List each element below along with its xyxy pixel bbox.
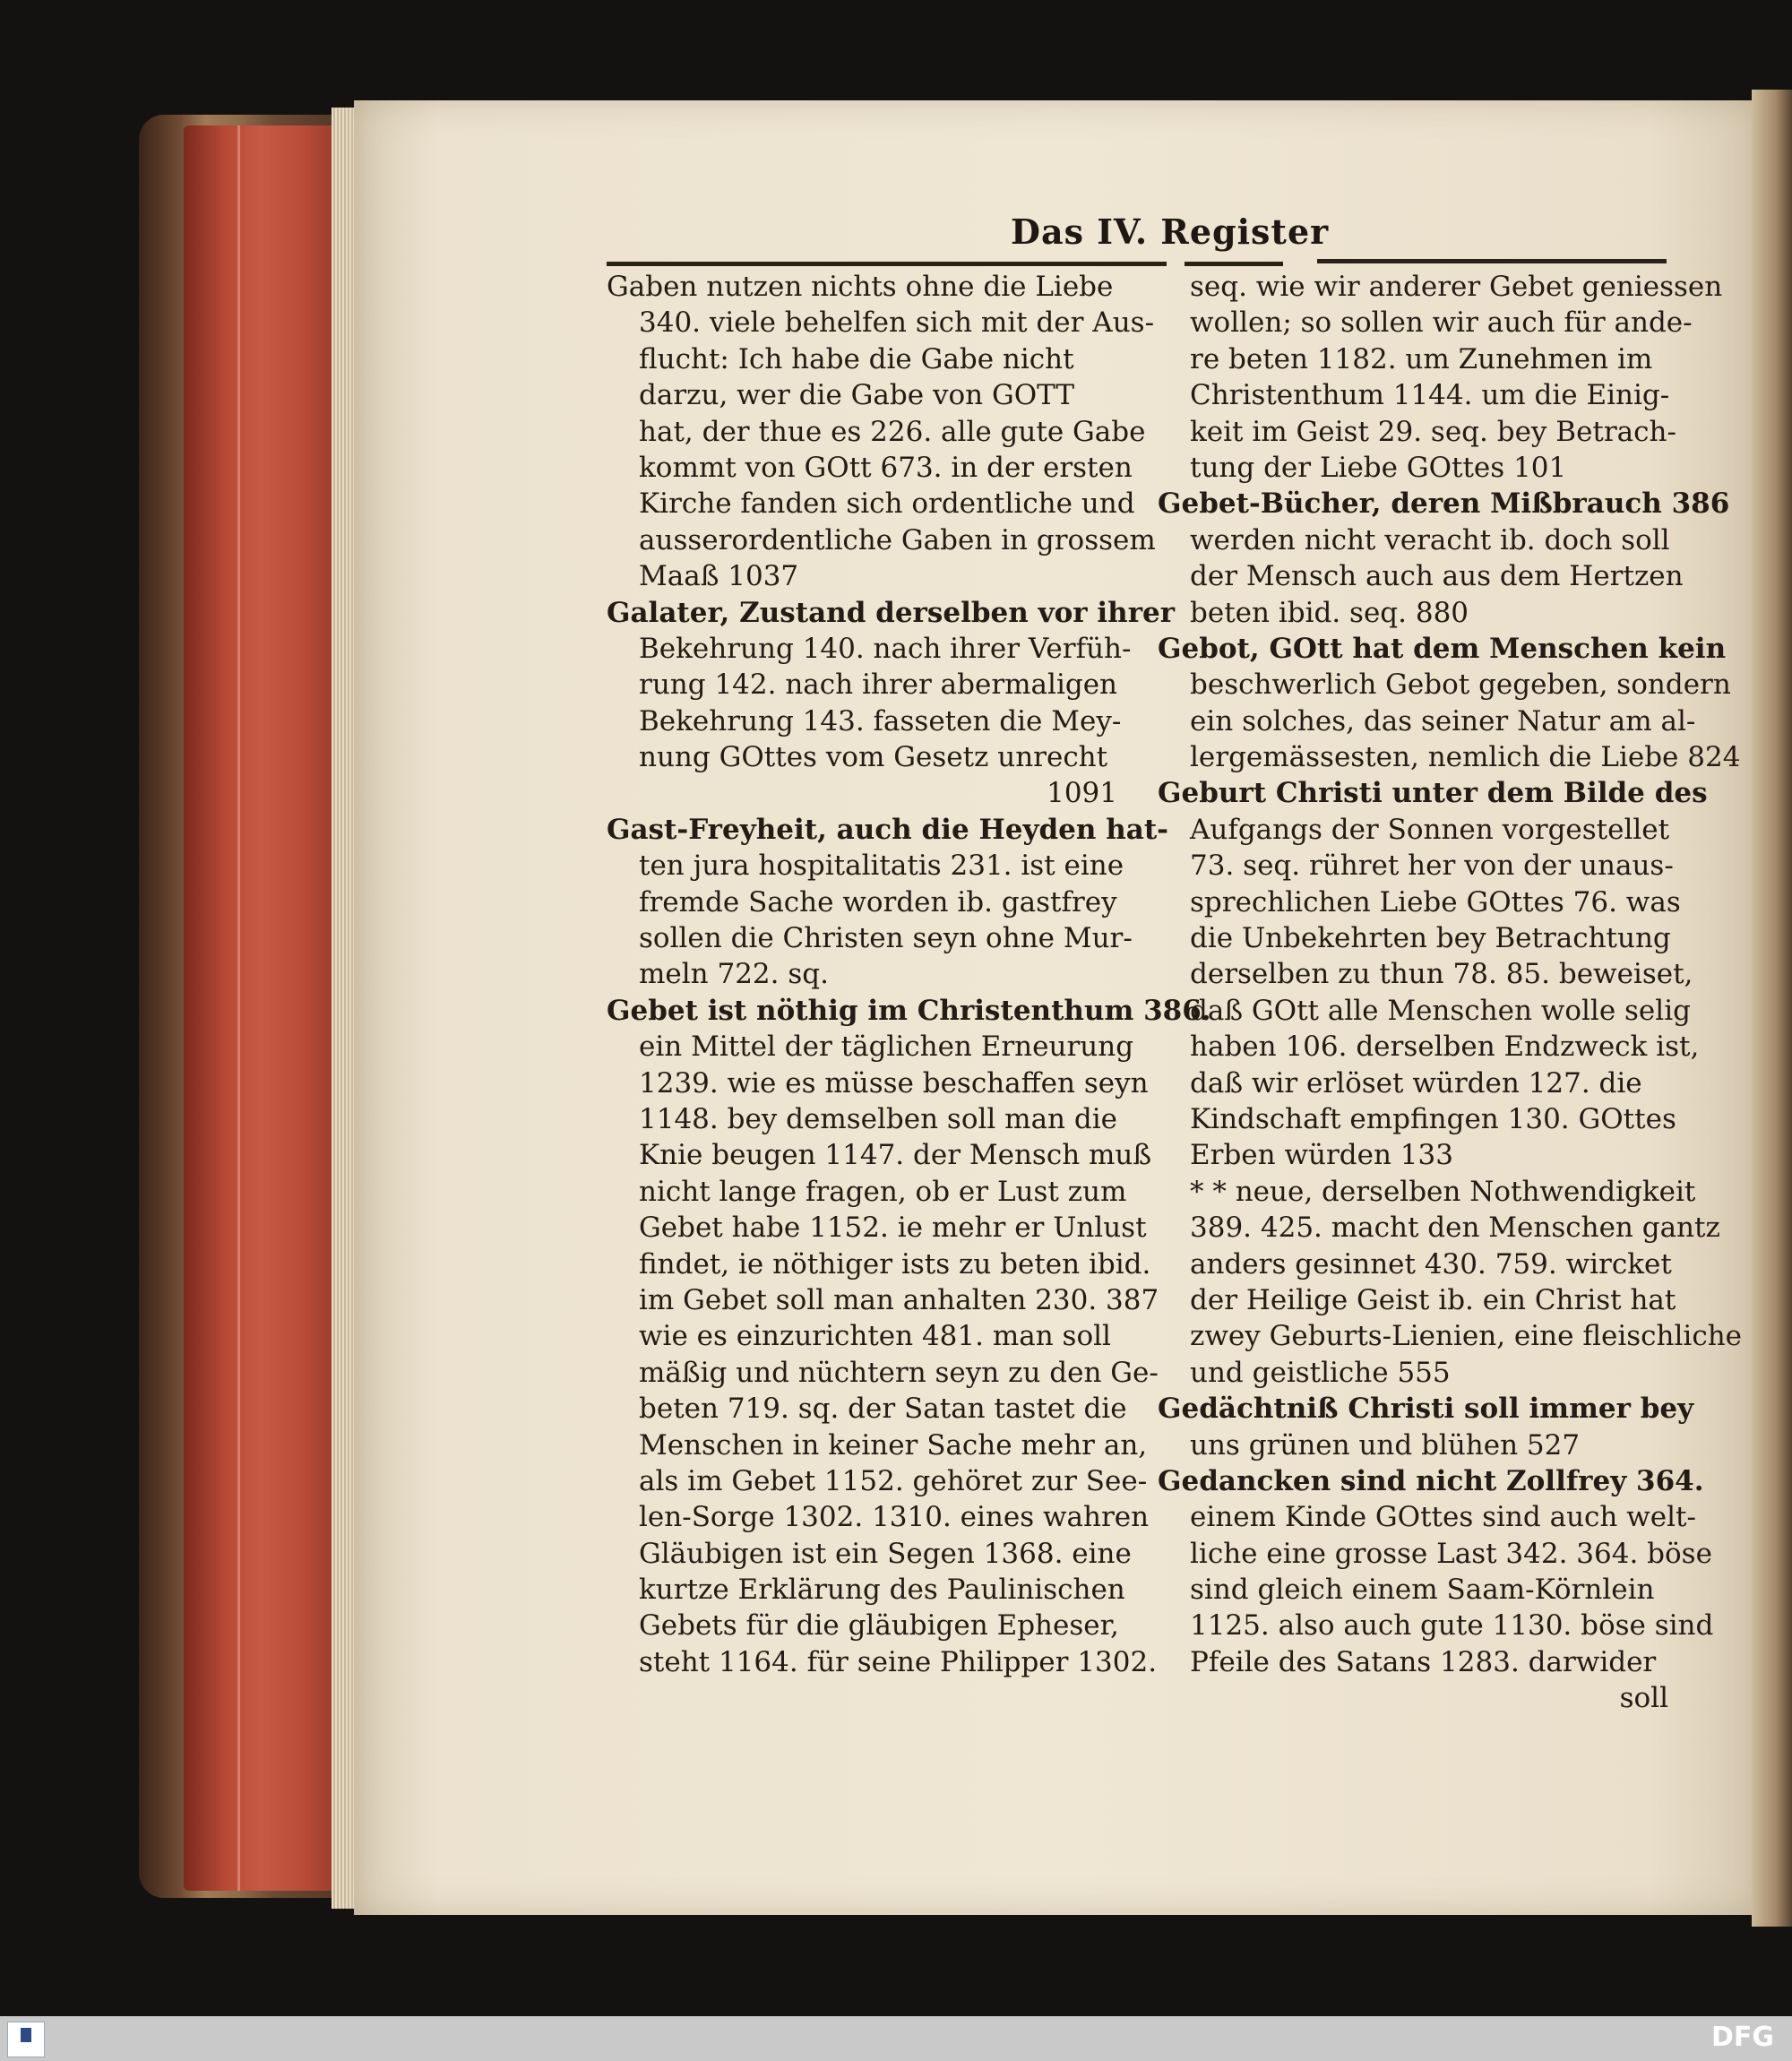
text-line: sprechlichen Liebe GOttes 76. was: [1190, 885, 1681, 918]
text-line: Kirche fanden sich ordentliche und: [639, 487, 1135, 521]
text-line: Geburt Christi unter dem Bilde des: [1158, 777, 1708, 810]
text-line: Gebet ist nöthig im Christenthum 386.: [607, 994, 1211, 1027]
text-line: mäßig und nüchtern seyn zu den Ge-: [639, 1356, 1159, 1389]
text-line: werden nicht veracht ib. doch soll: [1190, 523, 1670, 556]
text-line: und geistliche 555: [1190, 1356, 1451, 1389]
text-line: findet, ie nöthiger ists zu beten ibid.: [639, 1247, 1151, 1281]
text-line: hat, der thue es 226. alle gute Gabe: [639, 415, 1146, 448]
text-line: als im Gebet 1152. gehöret zur See-: [639, 1464, 1148, 1497]
text-line: sind gleich einem Saam-Körnlein: [1190, 1574, 1655, 1607]
text-line: kurtze Erklärung des Paulinischen: [639, 1574, 1125, 1607]
text-line: Gläubigen ist ein Segen 1368. eine: [639, 1537, 1132, 1570]
text-line: 1239. wie es müsse beschaffen seyn: [639, 1066, 1149, 1099]
left-column: [607, 269, 1211, 1680]
text-line: Knie beugen 1147. der Mensch muß: [639, 1139, 1152, 1172]
text-line: die Unbekehrten bey Betrachtung: [1190, 922, 1671, 955]
text-line: steht 1164. für seine Philipper 1302.: [639, 1645, 1158, 1678]
text-line: wie es einzurichten 481. man soll: [639, 1320, 1111, 1353]
text-line: soll: [1619, 1682, 1668, 1715]
text-line: keit im Geist 29. seq. bey Betrach-: [1190, 415, 1676, 448]
text-line: nung GOttes vom Gesetz unrecht: [639, 741, 1108, 774]
text-line: Gebets für die gläubigen Epheser,: [639, 1609, 1119, 1643]
text-line: sollen die Christen seyn ohne Mur-: [639, 922, 1133, 955]
text-line: Erben würden 133: [1190, 1139, 1453, 1172]
text-line: ein Mittel der täglichen Erneurung: [639, 1030, 1134, 1064]
text-line: einem Kinde GOttes sind auch welt-: [1190, 1501, 1696, 1534]
header-rule-left: [607, 262, 1167, 266]
text-line: Christenthum 1144. um die Einig-: [1190, 379, 1670, 412]
text-line: kommt von GOtt 673. in der ersten: [639, 451, 1133, 484]
text-line: rung 142. nach ihrer abermaligen: [639, 668, 1118, 702]
text-line: 340. viele behelfen sich mit der Aus-: [639, 306, 1155, 340]
text-line: Menschen in keiner Sache mehr an,: [639, 1428, 1148, 1462]
running-head: Das IV. Register: [1011, 211, 1330, 252]
library-logo-icon[interactable]: [7, 2022, 45, 2057]
text-line: ein solches, das seiner Natur am al-: [1190, 704, 1696, 737]
text-line: Bekehrung 143. fasseten die Mey-: [639, 704, 1122, 737]
text-line: 73. seq. rühret her von der unaus-: [1190, 849, 1674, 883]
text-line: 1125. also auch gute 1130. böse sind: [1190, 1609, 1714, 1643]
header-rule-middle: [1185, 262, 1283, 266]
header-rule-right: [1317, 259, 1667, 263]
text-line: der Mensch auch aus dem Hertzen: [1190, 560, 1684, 593]
text-line: re beten 1182. um Zunehmen im: [1190, 342, 1653, 375]
text-line: Gebot, GOtt hat dem Menschen kein: [1158, 632, 1727, 665]
text-line: uns grünen und blühen 527: [1190, 1428, 1581, 1462]
right-column: [1158, 269, 1743, 1717]
text-line: 1148. bey demselben soll man die: [639, 1102, 1117, 1135]
text-line: flucht: Ich habe die Gabe nicht: [639, 342, 1074, 375]
text-line: haben 106. derselben Endzweck ist,: [1190, 1030, 1700, 1064]
text-line: daß GOtt alle Menschen wolle selig: [1190, 994, 1691, 1027]
text-line: anders gesinnet 430. 759. wircket: [1190, 1247, 1672, 1281]
text-line: liche eine grosse Last 342. 364. böse: [1190, 1537, 1712, 1570]
text-line: ausserordentliche Gaben in grossem: [639, 523, 1156, 556]
text-line: wollen; so sollen wir auch für ande-: [1190, 306, 1693, 340]
text-line: Kindschaft empfingen 130. GOttes: [1190, 1102, 1676, 1135]
text-line: ten jura hospitalitatis 231. ist eine: [639, 849, 1124, 883]
text-line: tung der Liebe GOttes 101: [1190, 451, 1567, 484]
text-line: Gebet-Bücher, deren Mißbrauch 386: [1158, 487, 1730, 521]
text-line: Aufgangs der Sonnen vorgestellet: [1190, 813, 1670, 846]
text-line: darzu, wer die Gabe von GOTT: [639, 379, 1075, 412]
text-line: Gebet habe 1152. ie mehr er Unlust: [639, 1212, 1147, 1245]
text-line: lergemässesten, nemlich die Liebe 824: [1190, 741, 1741, 774]
text-line: Gaben nutzen nichts ohne die Liebe: [607, 271, 1114, 303]
text-line: len-Sorge 1302. 1310. eines wahren: [639, 1501, 1150, 1534]
text-line: Maaß 1037: [639, 560, 799, 593]
text-line: * * neue, derselben Nothwendigkeit: [1190, 1175, 1696, 1208]
text-line: Bekehrung 140. nach ihrer Verfüh-: [639, 632, 1132, 665]
text-line: zwey Geburts-Lienien, eine fleischliche: [1190, 1320, 1743, 1353]
dfg-logo[interactable]: DFG: [1710, 2022, 1774, 2053]
text-line: seq. wie wir anderer Gebet geniessen: [1190, 271, 1723, 303]
text-line: Pfeile des Satans 1283. darwider: [1190, 1645, 1657, 1678]
text-line: Galater, Zustand derselben vor ihrer: [607, 596, 1176, 629]
text-line: 1091: [1047, 777, 1117, 810]
text-line: daß wir erlöset würden 127. die: [1190, 1066, 1642, 1099]
text-line: nicht lange fragen, ob er Lust zum: [639, 1175, 1127, 1208]
text-line: beten ibid. seq. 880: [1190, 596, 1469, 629]
text-line: Gedancken sind nicht Zollfrey 364.: [1158, 1464, 1704, 1497]
text-line: meln 722. sq.: [639, 958, 829, 991]
red-page-edge: [184, 125, 354, 1891]
text-line: beschwerlich Gebot gegeben, sondern: [1190, 668, 1731, 702]
text-line: im Gebet soll man anhalten 230. 387: [639, 1283, 1159, 1316]
text-line: fremde Sache worden ib. gastfrey: [639, 885, 1117, 918]
viewer-footer: [0, 2016, 1792, 2061]
text-line: derselben zu thun 78. 85. beweiset,: [1190, 958, 1693, 991]
text-line: beten 719. sq. der Satan tastet die: [639, 1393, 1127, 1426]
text-line: der Heilige Geist ib. ein Christ hat: [1190, 1283, 1676, 1316]
text-line: 389. 425. macht den Menschen gantz: [1190, 1212, 1720, 1245]
page-gutter: [1752, 90, 1792, 1927]
text-line: Gast-Freyheit, auch die Heyden hat-: [607, 813, 1169, 846]
text-line: Gedächtniß Christi soll immer bey: [1158, 1393, 1694, 1426]
